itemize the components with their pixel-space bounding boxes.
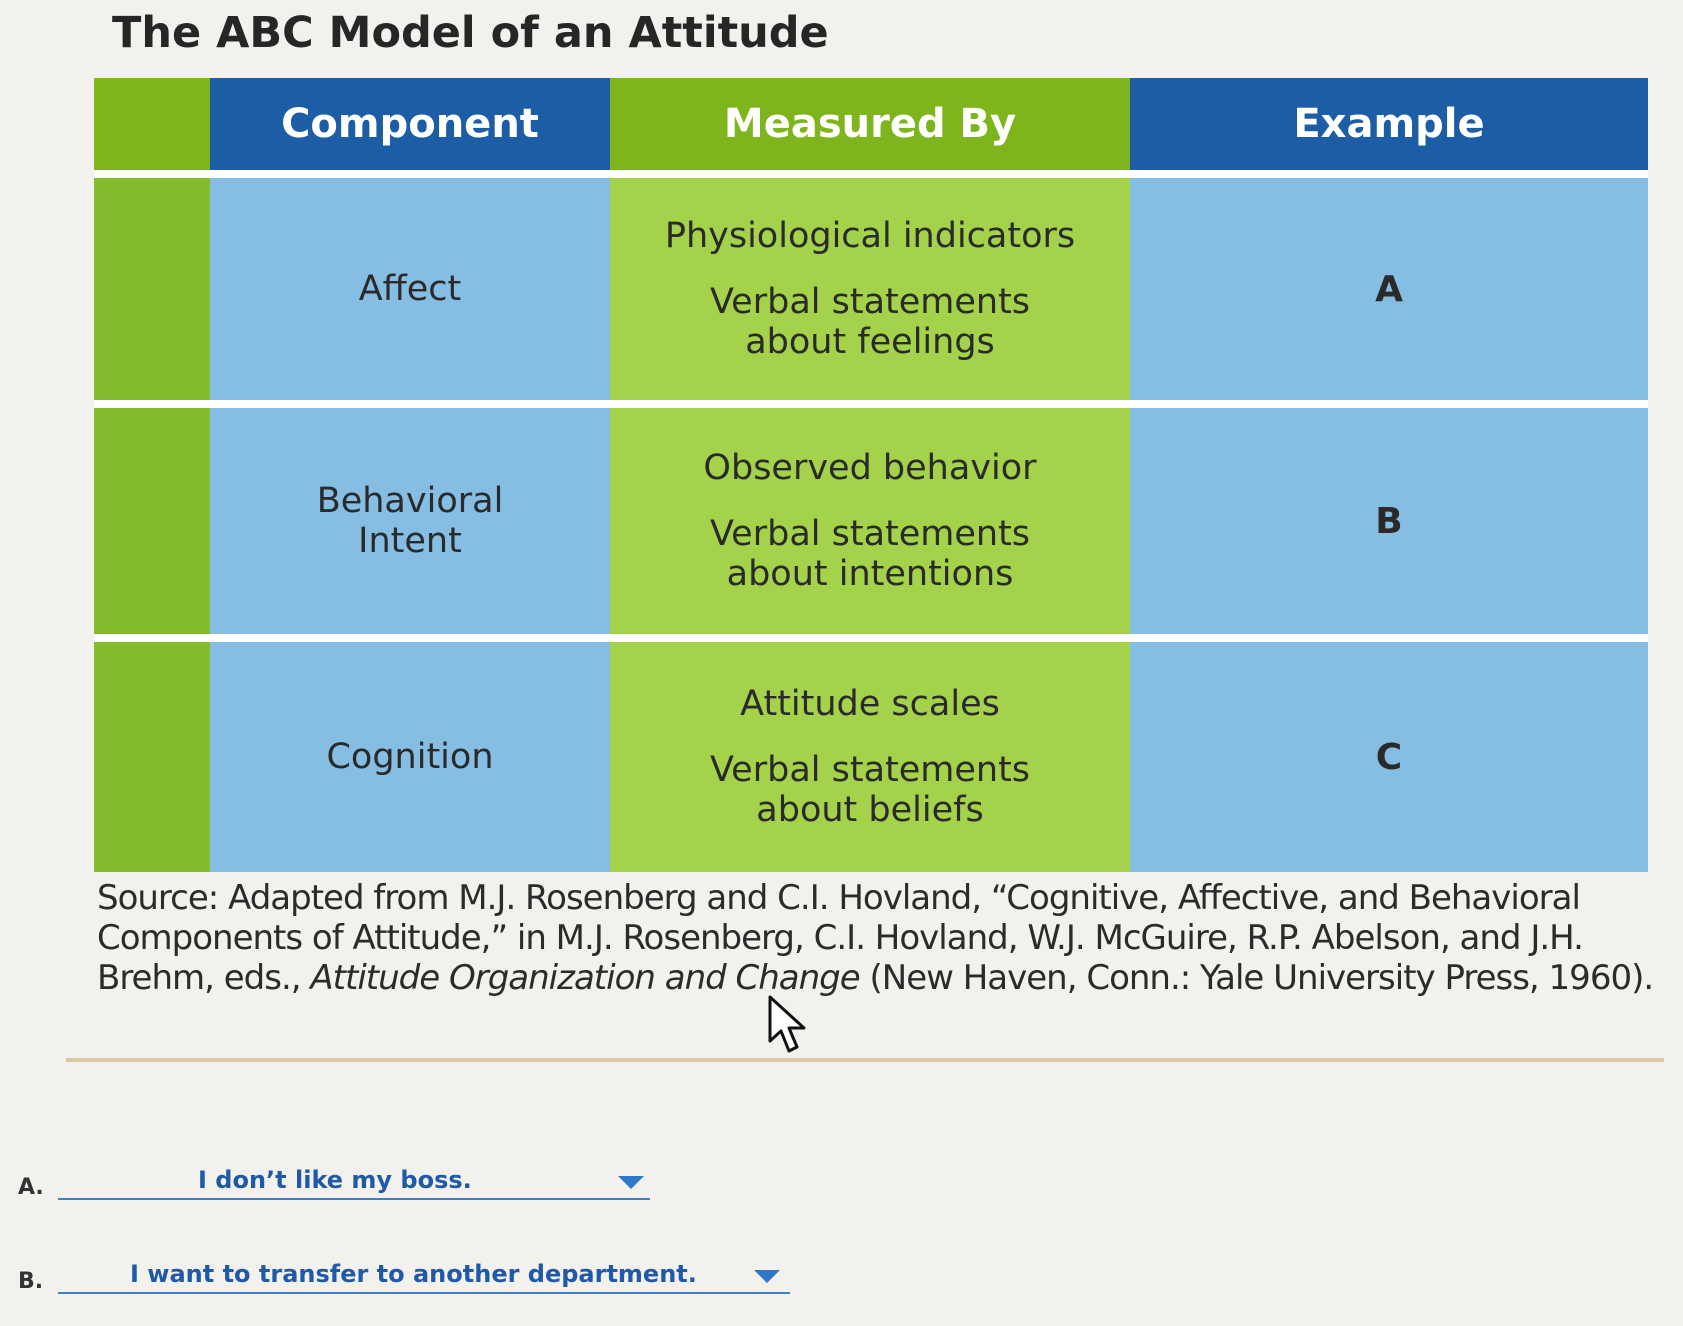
measured-behavioral-1: Observed behavior — [703, 448, 1037, 488]
abc-model-table — [94, 78, 1648, 870]
component-affect: Affect — [358, 269, 462, 309]
source-book-title: Attitude Organization and Change — [310, 958, 860, 998]
row-side-affect — [94, 178, 210, 400]
answer-b-selected: I want to transfer to another department. — [130, 1260, 697, 1288]
section-divider — [66, 1058, 1664, 1062]
example-letter-a: A — [1375, 268, 1403, 310]
component-behavioral-1: Behavioral — [316, 481, 504, 521]
answer-row-b — [18, 1256, 790, 1294]
component-behavioral-2: Intent — [358, 521, 462, 561]
measured-cell-affect — [610, 178, 1130, 400]
component-cell-behavioral — [210, 408, 610, 634]
example-letter-c: C — [1375, 736, 1403, 778]
measured-affect-3: about feelings — [745, 322, 995, 362]
chevron-down-icon[interactable] — [618, 1176, 644, 1189]
source-prefix: Source: Adapted from M.J. Rosenberg and C.I. Hovland, “Cognitive, Affective, and Behavioral Components of Attitude,” in M.J. Rosenberg, C.I. Hovland, W.J. McGuire, R.P. Abelson, and J.H. Brehm, eds., — [97, 878, 1583, 998]
header-measured-by: Measured By — [610, 78, 1130, 170]
example-cell-a — [1130, 178, 1648, 400]
answer-a-dropdown[interactable] — [58, 1162, 650, 1200]
measured-affect-1: Physiological indicators — [664, 216, 1076, 256]
example-cell-c — [1130, 642, 1648, 872]
measured-affect-2: Verbal statements — [709, 282, 1031, 322]
header-component: Component — [210, 78, 610, 170]
answer-row-a — [18, 1162, 650, 1200]
mouse-pointer-icon — [768, 995, 808, 1057]
component-cognition: Cognition — [326, 737, 494, 777]
measured-behavioral-2: Verbal statements — [709, 514, 1031, 554]
answer-a-selected: I don’t like my boss. — [198, 1166, 472, 1194]
row-side-behavioral — [94, 408, 210, 634]
component-cell-cognition — [210, 642, 610, 872]
answer-b-dropdown[interactable] — [58, 1256, 790, 1294]
measured-cognition-2: Verbal statements — [709, 750, 1031, 790]
header-blank — [94, 78, 210, 170]
measured-cell-behavioral — [610, 408, 1130, 634]
source-citation — [97, 878, 1657, 998]
header-example: Example — [1130, 78, 1648, 170]
component-cell-affect — [210, 178, 610, 400]
answer-label-b: B. — [18, 1269, 44, 1294]
example-letter-b: B — [1375, 500, 1403, 542]
source-suffix: (New Haven, Conn.: Yale University Press, 1960). — [859, 958, 1654, 998]
measured-cognition-3: about beliefs — [756, 790, 984, 830]
measured-cell-cognition — [610, 642, 1130, 872]
example-cell-b — [1130, 408, 1648, 634]
chevron-down-icon[interactable] — [754, 1270, 780, 1283]
measured-cognition-1: Attitude scales — [740, 684, 1000, 724]
row-side-cognition — [94, 642, 210, 872]
answer-label-a: A. — [18, 1175, 44, 1200]
page-title: The ABC Model of an Attitude — [112, 8, 829, 58]
measured-behavioral-3: about intentions — [726, 554, 1014, 594]
